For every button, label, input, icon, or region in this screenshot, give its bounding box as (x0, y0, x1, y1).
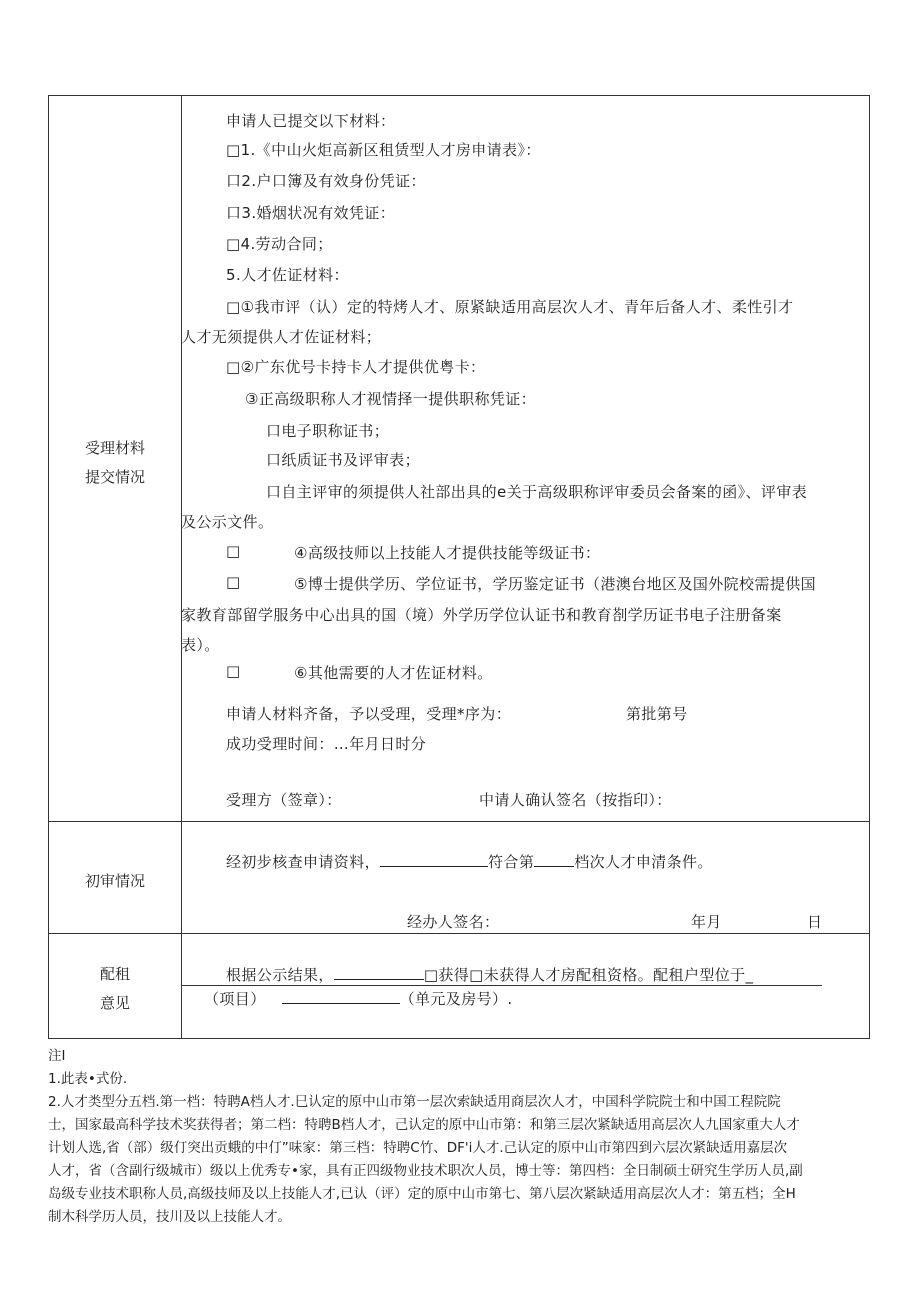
talent-evidence-5-checkbox: □ (226, 573, 241, 591)
accept-label-line1: 受理材料 (84, 439, 145, 457)
talent-evidence-6-checkbox: □ (226, 662, 241, 680)
column-divider (181, 96, 182, 1038)
applicant-signature: 中请人确认签名（按指印）： (479, 791, 672, 809)
note-2-line-2: 士，国家最高科学技术奖获得者；第二档：特聘B档人才，己认定的原中山市第：和第三层次紧缺适用高层次人九国家重大人才 (48, 1117, 800, 1133)
allot-label-line1: 配租 (99, 965, 130, 983)
review-day: 日 (807, 913, 823, 931)
allot-project-line (204, 988, 513, 1009)
allot-unit: （单元及房号）. (399, 990, 513, 1008)
note-1: 1.此表•式份. (48, 1071, 128, 1087)
material-item-1: □1.《中山火炬高新区租赁型人才房申请表》： (226, 141, 541, 159)
title-option-paper: 口纸质证书及评审表； (266, 451, 421, 469)
accept-row-label (49, 434, 181, 492)
note-2-line-3: 计划人选,省（部）级仃突出贡蛾的中仃”味家：第三档：特聘C竹、DF'i人才.己认定的原中山市第四到六层次紧缺适用嘉层次 (48, 1140, 788, 1156)
acceptor-seal: 受理方（签章）： (226, 791, 342, 809)
title-option-self-review-cont: 及公示文件。 (181, 513, 274, 531)
row-divider (49, 933, 869, 934)
allot-result-text: 根据公示结果， (226, 966, 334, 984)
material-item-5: 5.人才佐证材料： (226, 266, 349, 284)
application-form-table (48, 95, 870, 1039)
talent-evidence-1: □①我市评（认）定的特烤人才、原紧缺适用高层次人才、青年后备人才、柔性引才 (226, 298, 794, 316)
review-check-condition: 档次人才申清条件。 (574, 853, 713, 871)
talent-evidence-5-end: 表）。 (181, 636, 220, 654)
allot-result-line (226, 964, 753, 985)
review-check-level: 符合第 (488, 853, 535, 871)
talent-evidence-3: ③正高级职称人才视情择一提供职称凭证： (245, 390, 537, 408)
talent-evidence-1-cont: 人才无须提供人才佐证材料； (181, 328, 382, 346)
handler-signature: 经办人签名： (407, 913, 500, 931)
note-2-line-5: 岛级专业技术职称人员,高级技师及以上技能人才,已认（评）定的原中山市第七、第八层次紧缺适用高层次人才：第五档；全H (48, 1186, 796, 1202)
talent-evidence-4: ④高级技师以上技能人才提供技能等级证书： (294, 544, 601, 562)
material-item-3: 口3.婚烟状况有效凭证： (226, 204, 396, 222)
review-row-label: 初审情况 (84, 872, 145, 890)
review-year-month: 年月 (691, 913, 722, 931)
allot-blank (334, 965, 424, 980)
materials-intro: 申请人已提交以下材料： (226, 112, 396, 130)
allot-underline (182, 985, 822, 986)
note-2-line-4: 人才，省（含副行级城市）级以上优秀专•家，具有正四级物业技术职次人员，博士等：第四档：全日制硕士研究生学历人员,副 (48, 1163, 803, 1179)
allot-project: （项目） (204, 990, 266, 1008)
review-check-line (226, 851, 713, 872)
title-option-electronic: 口电子职称证书； (266, 422, 390, 440)
note-2-line-6: 制木科学历人员，技川及以上技能人才。 (48, 1209, 291, 1225)
talent-evidence-5-cont: 家教育部留学服务中心出具的国（境）外学历学位认证书和教育剳学历证书电子注册备案 (181, 606, 782, 624)
allot-project-blank (282, 989, 400, 1004)
allot-row-label (49, 960, 181, 1018)
allot-label-line2: 意见 (99, 994, 130, 1012)
batch-number: 第批第号 (626, 705, 688, 723)
talent-evidence-4-checkbox: □ (226, 542, 241, 560)
review-blank-1 (380, 852, 488, 867)
talent-evidence-6: ⑥其他需要的人才佐证材料。 (294, 664, 493, 682)
allot-qualification: □获得□未获得人才房配租资格。配租户型位于_ (423, 966, 754, 984)
review-check-text: 经初步核查申请资料， (226, 853, 381, 871)
accept-label-line2: 提交情况 (84, 468, 145, 486)
notes-section (48, 1045, 878, 1229)
acceptance-statement: 申请人材料齐备，予以受理，受理*序为： (226, 705, 512, 723)
talent-evidence-5: ⑤博士提供学历、学位证书，学历鉴定证书（港澳台地区及国外院校需提供国 (294, 575, 817, 593)
material-item-4: □4.劳动合同； (226, 235, 333, 253)
row-divider (49, 821, 869, 822)
notes-title: 注I (48, 1048, 66, 1064)
note-2-line-1: 2.人才类型分五档.第一档：特聘A档人才.巳认定的原中山市第一层次索缺适用商层次人才，中国科学院院士和中国工程院院 (48, 1094, 781, 1110)
review-blank-2 (534, 852, 574, 867)
acceptance-time: 成功受理时间：…年月日时分 (226, 735, 427, 753)
material-item-2: 口2.户口簿及有效身份凭证： (226, 172, 426, 190)
title-option-self-review: 口自主评审的须提供人社部出具的e关于高级职称评审委员会备案的函》、评审表 (266, 483, 808, 501)
talent-evidence-2: □②广东优号卡持卡人才提供优粤卡： (226, 358, 486, 376)
